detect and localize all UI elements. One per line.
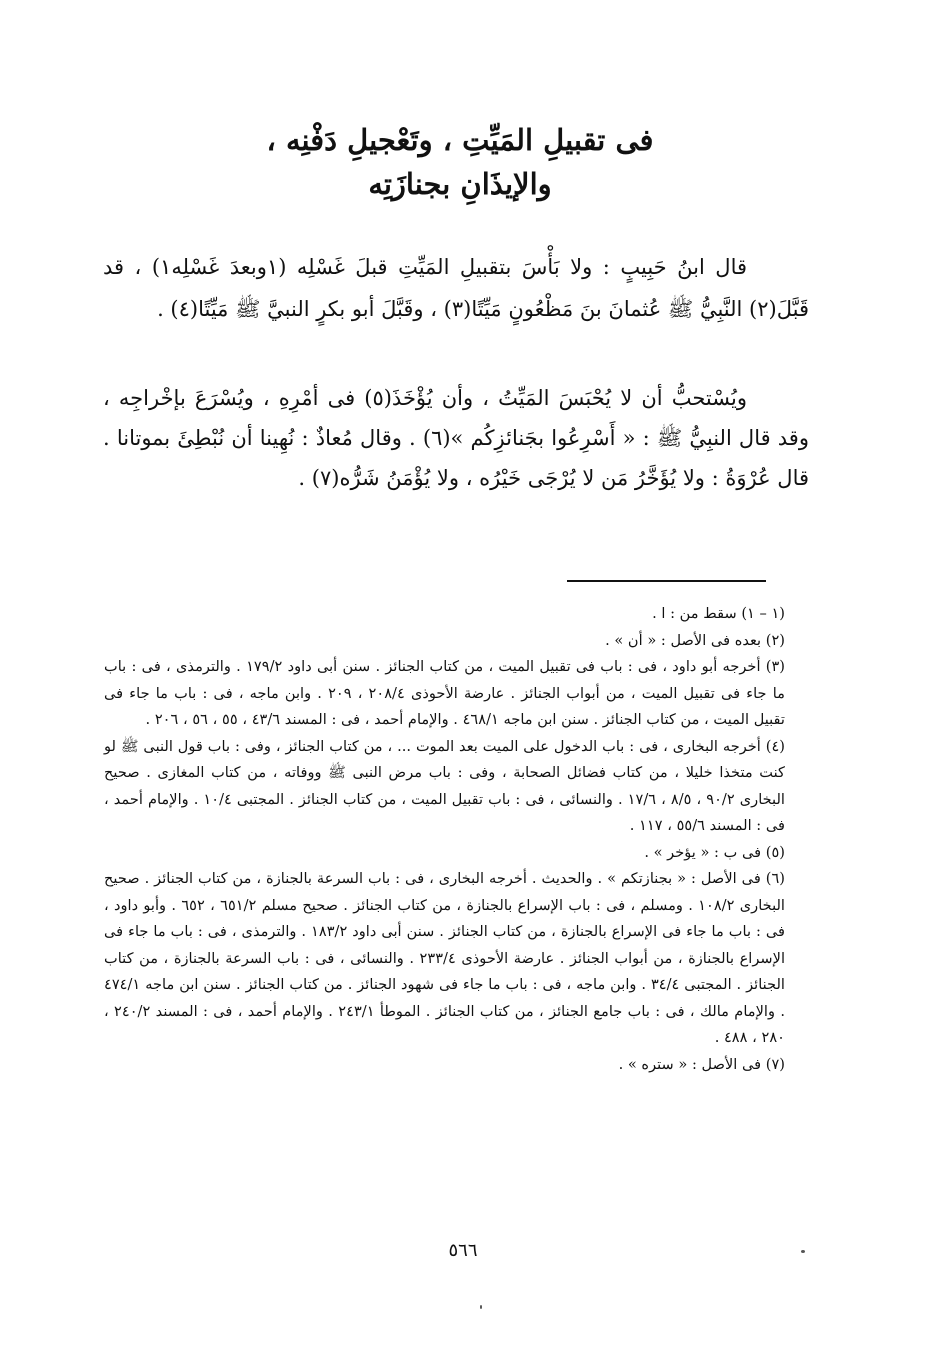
scan-speck: [801, 1250, 805, 1253]
footnote-2: (٢) بعده فى الأصل : « أن » .: [605, 631, 785, 649]
page-number: ٥٦٦: [448, 1240, 478, 1261]
footnote-7: (٧) فى الأصل : « ستره » .: [618, 1055, 785, 1073]
body-paragraph-2: ويُسْتحبُّ أن لا يُحْبَسَ المَيِّتُ ، وأن يُؤْخَذَ(٥) فى أمْرِهِ ، ويُسْرَعَ بإخْراجِه ، وقد قال النبِيُّ ﷺ : « أَسْرِعُوا بجَنائزِكُم »(٦) . وقال مُعاذٌ : نُهِينا أن نُبْطِئَ بموتانا . قال عُرْوَةُ : ولا يُؤَخَّرُ مَن لا يُرْجَى خَيْرُه ، ولا يُؤْمَنُ شَرُّه(٧) .: [103, 386, 809, 490]
footnote-4: (٤) أخرجه البخارى ، فى : باب الدخول على الميت بعد الموت ... ، من كتاب الجنائز ، وفى : باب قول النبى ﷺ لو كنت متخذا خليلا ، من كتاب فضائل الصحابة ، وفى : باب مرض النبى ﷺ ووفاته ، من كتاب المغازى . صحيح البخارى ٩٠/٢ ، ٨/٥ ، ١٧/٦ . والنسائى ، فى : باب تقبيل الميت ، من كتاب الجنائز . المجتبى ١٠/٤ . والإمام أحمد ، فى : المسند ٥٥/٦ ، ١١٧ .: [104, 737, 785, 834]
scan-speck: [480, 1305, 482, 1309]
chapter-heading-line-1: فى تقبيلِ المَيِّتِ ، وتَعْجيلِ دَفْنِه ،: [266, 123, 654, 157]
footnote-3: (٣) أخرجه أبو داود ، فى : باب فى تقبيل الميت ، من كتاب الجنائز . سنن أبى داود ١٧٩/٢ . والترمذى ، فى : باب ما جاء فى تقبيل الميت ، من أبواب الجنائز . عارضة الأحوذى ٢٠٨/٤ ، ٢٠٩ . وابن ماجه ، فى : باب ما جاء فى تقبيل الميت ، من كتاب الجنائز . سنن ابن ماجه ٤٦٨/١ . والإمام أحمد ، فى : المسند ٤٣/٦ ، ٥٥ ، ٥٦ ، ٢٠٦ .: [104, 658, 785, 728]
chapter-heading-line-2: والإيذَانِ بجنازَتِه: [368, 167, 552, 201]
body-paragraph-1: قال ابنُ حَبِيبٍ : ولا بَأْسَ بتقبيلِ المَيِّتِ قبلَ غَسْلِه (١وبعدَ غَسْلِه١) ، قد قَبَّلَ(٢) النَّبِيُّ ﷺ عُثمانَ بنَ مَظْعُونٍ مَيِّتًا(٣) ، وقَبَّلَ أبو بكرٍ النبيَّ ﷺ مَيِّتًا(٤) .: [103, 255, 809, 321]
footnote-separator: [567, 580, 766, 582]
footnote-1: (١ – ١) سقط من : ا .: [652, 605, 785, 622]
footnotes: [104, 601, 785, 1078]
footnote-6: (٦) فى الأصل : « بجنازتكم » . والحديث . أخرجه البخارى ، فى : باب السرعة بالجنازة ، من كتاب الجنائز . صحيح البخارى ١٠٨/٢ . ومسلم ، فى : باب الإسراع بالجنازة ، من كتاب الجنائز . صحيح مسلم ٦٥١/٢ ، ٦٥٢ . وأبو داود ، فى : باب ما جاء فى الإسراع بالجنازة ، من كتاب الجنائز . سنن أبى داود ١٨٣/٢ . والترمذى ، فى : باب ما جاء فى الإسراع بالجنازة ، من أبواب الجنائز . عارضة الأحوذى ٢٣٣/٤ . والنسائى ، فى : باب السرعة بالجنازة ، من كتاب الجنائز . المجتبى ٣٤/٤ . وابن ماجه ، فى : باب ما جاء فى شهود الجنائز . من كتاب الجنائز . سنن ابن ماجه ٤٧٤/١ . والإمام مالك ، فى : باب جامع الجنائز ، من كتاب الجنائز . الموطأ ٢٤٣/١ . والإمام أحمد ، فى : المسند ٢٤٠/٢ ، ٢٨٠ ، ٤٨٨ .: [104, 870, 785, 1046]
footnote-5: (٥) فى ب : « يؤخر » .: [644, 843, 785, 861]
